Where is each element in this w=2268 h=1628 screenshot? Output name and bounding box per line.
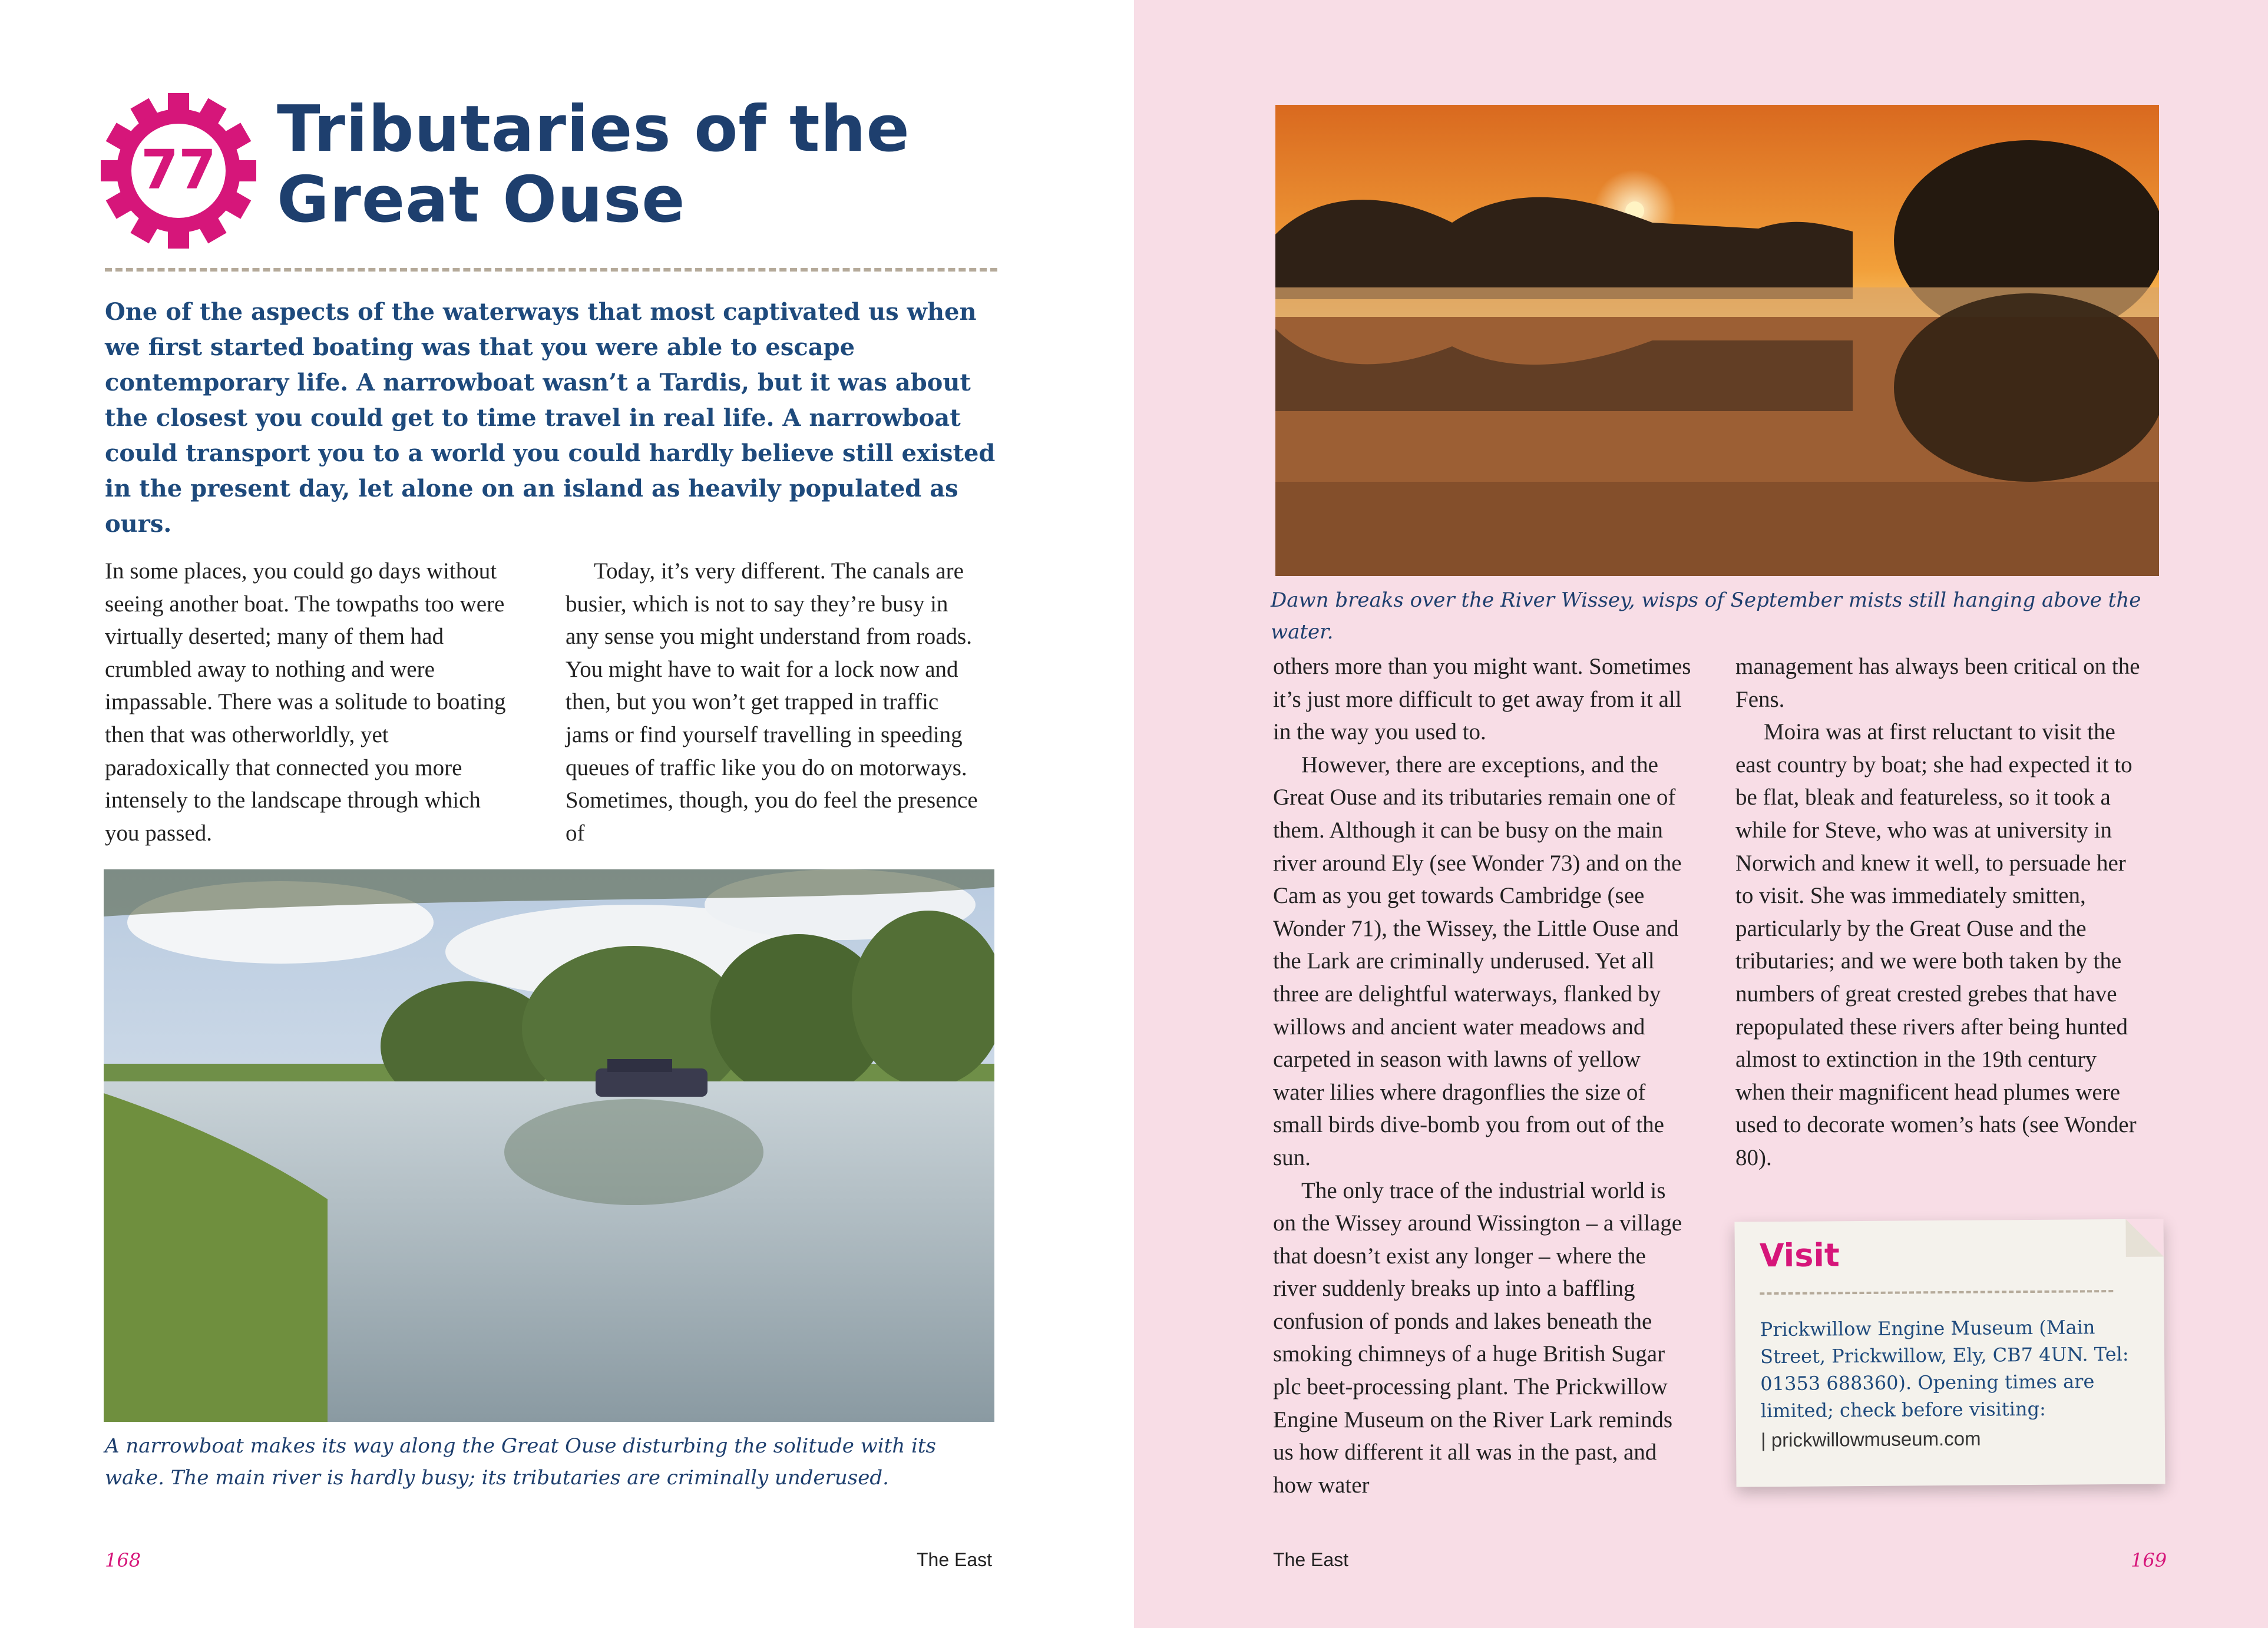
narrowboat-photo <box>104 869 994 1422</box>
page-number: 169 <box>2131 1549 2167 1571</box>
visit-info-card <box>1734 1219 2165 1487</box>
photo-caption: Dawn breaks over the River Wissey, wisps of September mists still hanging above the water. <box>1271 588 2141 644</box>
body-paragraph: Moira was at first reluctant to visit the east country by boat; she had expected it to be flat, bleak and featureless, so it took a while for Steve, who was at university in Norwich and knew it well, to persuade her to visit. She was immediately smitten, particularly by the Great Ouse and the tributaries; and we were both taken by the numbers of great crested grebes that have repopulated these rivers after being hunted almost to extinction in the 19th century when their magnificent head plumes were used to decorate women’s hats (see Wonder 80). <box>1735 719 2137 1170</box>
body-column-4 <box>1735 650 2148 1174</box>
body-column-1 <box>105 555 517 849</box>
body-paragraph: others more than you might want. Sometimes it’s just more difficult to get away from it all in the way you used to. <box>1273 654 1691 745</box>
visit-details: Prickwillow Engine Museum (Main Street, Prickwillow, Ely, CB7 4UN. Tel: 01353 688360). Opening times are limited; check before visiting: <box>1760 1316 2129 1422</box>
visit-heading: Visit <box>1759 1236 1840 1275</box>
visit-website-link[interactable]: | prickwillowmuseum.com <box>1760 1427 1981 1451</box>
body-paragraph: However, there are exceptions, and the Great Ouse and its tributaries remain one of them. Although it can be busy on the main river around Ely (see Wonder 73) and on the Cam as you get towards Cambridge (see Wonder 71), the Wissey, the Little Ouse and the Lark are criminally underused. Yet all three are delightful waterways, flanked by willows and ancient water meadows and carpeted in season with lawns of yellow water lilies where dragonflies the size of small birds dive-bomb you from out of the sun. <box>1273 752 1682 1170</box>
body-paragraph: Today, it’s very different. The canals are busier, which is not to say they’re busy in any sense you might understand from roads. You might have to wait for a lock now and then, but you won’t get trapped in traffic jams or find yourself travelling in speeding queues of traffic like you do on motorways. Sometimes, though, you do feel the presence of <box>566 558 978 846</box>
section-name: The East <box>917 1549 993 1570</box>
body-paragraph: The only trace of the industrial world is on the Wissey around Wissington – a village that doesn’t exist any longer – where the river suddenly breaks up into a baffling confusion of ponds and lakes beneath the smoking chimneys of a huge British Sugar plc beet-processing plant. The Prickwillow Engine Museum on the River Lark reminds us how different it all was in the past, and how water <box>1273 1177 1682 1498</box>
page-title <box>277 94 1007 236</box>
photo-caption: A narrowboat makes its way along the Great Ouse disturbing the solitude with its wake. The main river is hardly busy; its tributaries are criminally underused. <box>105 1434 936 1490</box>
title-line-2: Great Ouse <box>277 163 686 237</box>
page-fold-icon <box>2125 1219 2163 1256</box>
intro-paragraph: One of the aspects of the waterways that most captivated us when we first started boating was that you were able to escape contemporary life. A narrowboat wasn’t a Tardis, but it was about the closest you could get to time travel in real life. A narrowboat could transport you to a world you could hardly believe still existed in the present day, let alone on an island as heavily populated as ours. <box>105 298 996 538</box>
visit-divider <box>1760 1290 2113 1295</box>
body-paragraph: In some places, you could go days without seeing another boat. The towpaths too were virtually deserted; many of them had crumbled away to nothing and were impassable. There was a solitude to boating then that was otherworldly, yet paradoxically that connected you more intensely to the landscape through which you passed. <box>105 558 506 846</box>
page-number: 168 <box>105 1549 141 1571</box>
cog-badge-icon <box>99 91 258 250</box>
body-column-3 <box>1273 650 1691 1501</box>
section-name: The East <box>1273 1549 1349 1570</box>
badge-number: 77 <box>140 138 217 201</box>
title-divider <box>105 268 997 272</box>
title-line-1: Tributaries of the <box>277 92 910 166</box>
body-column-2 <box>566 555 978 849</box>
body-paragraph: management has always been critical on the Fens. <box>1735 654 2140 712</box>
sunrise-photo <box>1275 105 2159 576</box>
